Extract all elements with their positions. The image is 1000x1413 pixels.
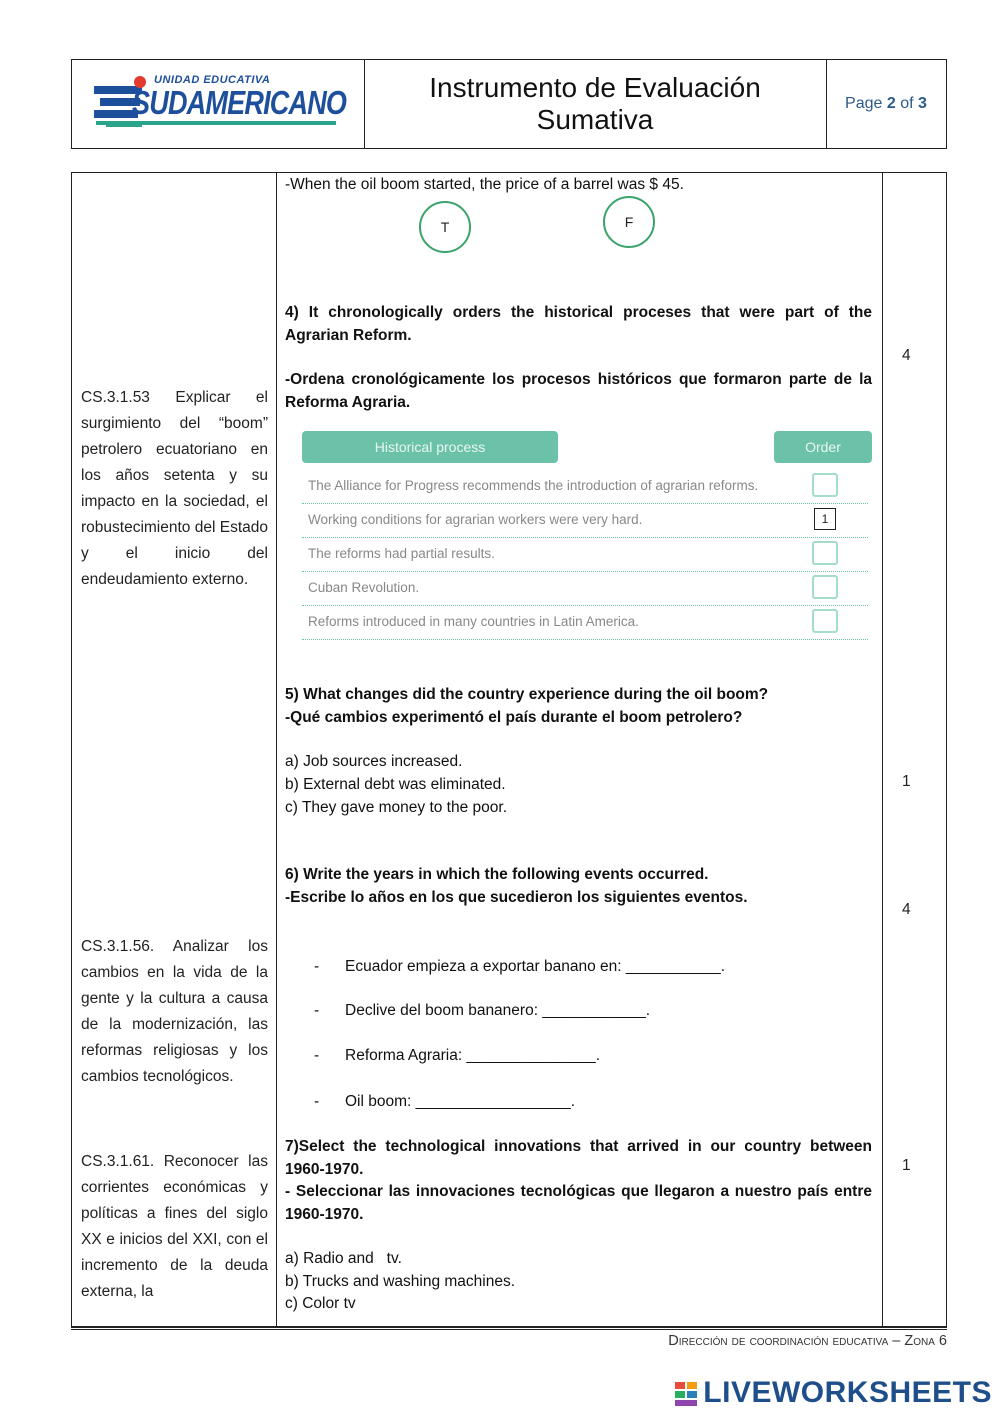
logo-main-text: SUDAMERICANO [132,84,347,121]
order-header: Order [774,431,872,463]
title-cell [364,60,827,148]
page-prefix: Page [845,95,883,112]
q4-title-en: 4) It chronologically orders the historical proceses that were part of the Agrarian Reform. [285,304,872,344]
process-order-table [302,430,872,642]
q5-option-c[interactable]: c) They gave money to the poor. [285,799,508,816]
q6-item-4[interactable]: Oil boom: __________________. [345,1093,576,1110]
q6-title-en: 6) Write the years in which the following events occurred. [285,866,709,883]
document-subtitle: Sumativa [536,104,654,135]
order-input[interactable] [812,575,838,599]
process-row [302,537,868,572]
process-row [302,605,868,640]
process-row [302,503,868,538]
q5-option-b[interactable]: b) External debt was eliminated. [285,776,506,793]
logo-underline [96,121,336,125]
page-total: 3 [918,95,927,112]
logo-small-text: UNIDAD EDUCATIVA [154,74,271,86]
q7-option-b[interactable]: b) Trucks and washing machines. [285,1273,516,1290]
footer-divider [71,1329,947,1330]
process-text: The Alliance for Progress recommends the introduction of agrarian reforms. [308,478,759,493]
page-indicator [826,60,946,148]
score-column [882,173,946,1327]
q6-bullet: - [314,1047,320,1064]
q6-bullet: - [314,1002,320,1019]
process-row [302,469,868,504]
document-header [71,59,947,149]
page-current: 2 [886,95,896,112]
evaluation-table [71,172,947,1328]
tf-statement: -When the oil boom started, the price of a barrel was $ 45. [285,176,684,193]
q7-option-c[interactable]: c) Color tv [285,1295,356,1312]
q6-item-3[interactable]: Reforma Agraria: _______________. [345,1047,601,1064]
criterion-2: CS.3.1.56. Analizar los cambios en la vida de la gente y la cultura a causa de la modernización, las reformas religiosas y los cambios tecnológicos. [81,938,268,1085]
document-title: Instrumento de Evaluación [429,72,761,103]
score-q5: 1 [902,773,911,790]
process-header: Historical process [302,431,558,463]
q7-option-a[interactable]: a) Radio and tv. [285,1250,402,1267]
page-of: of [900,95,914,112]
questions-column [276,173,883,1327]
score-q7: 1 [902,1157,911,1174]
process-text: Working conditions for agrarian workers were very hard. [308,512,643,527]
q6-title-es: -Escribe lo años en los que sucedieron los siguientes eventos. [285,889,748,906]
process-text: Cuban Revolution. [308,580,420,595]
true-option[interactable]: T [419,201,471,253]
q5-title-en: 5) What changes did the country experience during the oil boom? [285,686,769,703]
false-option[interactable]: F [603,196,655,248]
liveworksheets-text: LIVEWORKSHEETS [703,1376,992,1409]
liveworksheets-brand[interactable] [703,1376,992,1410]
q5-option-a[interactable]: a) Job sources increased. [285,753,463,770]
q4-title-es: -Ordena cronológicamente los procesos históricos que formaron parte de la Reforma Agraria. [285,371,872,411]
order-input[interactable] [812,609,838,633]
liveworksheets-icon [675,1382,697,1406]
criteria-column [72,173,277,1327]
q7-title-es: - Seleccionar las innovaciones tecnológicas que llegaron a nuestro país entre 1960-1970. [285,1183,872,1223]
criterion-1: CS.3.1.53 Explicar el surgimiento del “boom” petrolero ecuatoriano en los años setenta y su impacto en la sociedad, el robustecimiento del Estado y el inicio del endeudamiento externo. [81,389,268,588]
order-input[interactable]: 1 [814,508,836,530]
score-q6: 4 [902,901,911,918]
q6-item-2[interactable]: Declive del boom bananero: ____________. [345,1002,651,1019]
q7-title-en: 7)Select the technological innovations that arrived in our country between 1960-1970. [285,1138,872,1178]
footer-text: Dirección de coordinación educativa – Zona 6 [668,1333,947,1349]
score-q4: 4 [902,347,911,364]
q6-bullet: - [314,1093,320,1110]
process-row [302,571,868,606]
q6-bullet: - [314,958,320,975]
order-input[interactable] [812,541,838,565]
process-text: The reforms had partial results. [308,546,495,561]
q6-item-1[interactable]: Ecuador empieza a exportar banano en: ___________. [345,958,726,975]
criterion-3: CS.3.1.61. Reconocer las corrientes económicas y políticas a fines del siglo XX e inicios del XXI, con el incremento de la deuda externa, la [81,1153,268,1300]
logo-cell [72,60,365,148]
order-input[interactable] [812,473,838,497]
q5-title-es: -Qué cambios experimentó el país durante el boom petrolero? [285,709,743,726]
footer-divider [71,1326,947,1327]
process-text: Reforms introduced in many countries in Latin America. [308,614,639,629]
